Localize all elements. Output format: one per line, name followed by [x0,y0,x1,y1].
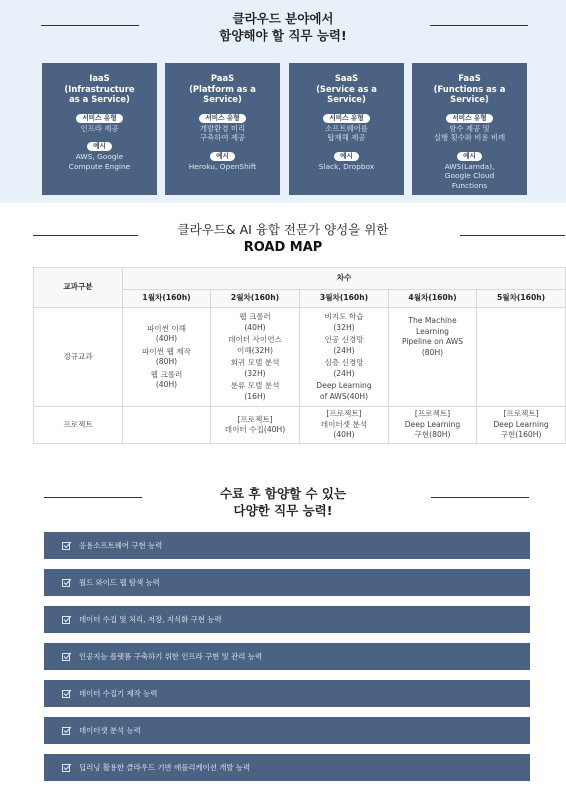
row-label: 정규교과 [34,308,123,407]
example-text: Slack, Dropbox [318,161,375,171]
checkbox-icon [62,578,72,587]
example-badge: 예시 [457,152,482,161]
card-saas [289,63,404,195]
checkbox-icon [62,689,72,698]
card-title: PaaS (Platform as a Service) [189,73,256,104]
course-cell [300,308,389,407]
month-header: 2월차(160h) [211,290,300,308]
course-item: 데이터 사이언스 이해(32H) [228,335,282,355]
course-item: 웹 크롤러 (40H) [150,369,183,389]
example-badge: 예시 [87,142,112,151]
course-item: 분류 모델 분석 (16H) [230,381,280,401]
skill-item [44,569,530,596]
skill-item [44,680,530,707]
example-text: Heroku, OpenShift [188,161,257,171]
roadmap-table [33,267,566,444]
course-item: 웹 크롤러 (40H) [239,312,271,332]
skill-item-label: 데이터셋 분석 능력 [79,726,141,735]
table-row [34,407,566,444]
course-item: 심층 신경망 (24H) [324,358,364,378]
checkbox-icon [62,541,72,550]
card-iaas [42,63,157,195]
project-cell: [프로젝트] Deep Learning 구현(160H) [477,407,566,444]
service-type-text: 함수 제공 및 실행 횟수와 비용 비례 [433,123,506,142]
month-header: 1월차(160h) [123,290,211,308]
course-item: 회귀 모델 분석 (32H) [230,358,280,378]
skill-item-label: 데이터 수집기 제작 능력 [79,689,158,698]
course-cell-empty [477,308,566,407]
card-title: SaaS (Service as a Service) [316,73,377,104]
category-header: 교과구분 [34,268,123,308]
card-title: IaaS (Infrastructure as a Service) [64,73,135,104]
course-item: Deep Learning of AWS(40H) [316,381,372,401]
roadmap-subtitle: 클라우드& AI 융합 전문가 양성을 위한 [177,222,389,237]
roadmap-title: ROAD MAP [243,240,323,255]
month-header: 4월차(160h) [389,290,477,308]
skill-item-label: 응용소프트웨어 구현 능력 [79,541,163,550]
example-text: AWS, Google Compute Engine [68,152,131,171]
month-header: 5월차(160h) [477,290,566,308]
section1-title-line1: 클라우드 분야에서 [232,11,334,26]
service-type-badge: 서비스 유형 [446,114,492,123]
service-cards [42,63,527,195]
round-header: 차수 [123,268,566,290]
table-row [34,308,566,407]
project-cell: [프로젝트] 데이터 수집(40H) [211,407,300,444]
month-header: 3월차(160h) [300,290,389,308]
service-type-badge: 서비스 유형 [323,114,369,123]
section1-title-line2: 함양해야 할 직무 능력! [219,28,347,43]
course-item: 인공 신경망 (24H) [324,335,364,355]
skill-item [44,754,530,781]
skill-item [44,643,530,670]
card-title: FaaS (Functions as a Service) [433,73,506,104]
course-cell [123,308,211,407]
service-type-badge: 서비스 유형 [76,114,122,123]
section3-title-line1: 수료 후 함양할 수 있는 [219,486,347,501]
cloud-skills-section [0,0,566,203]
example-badge: 예시 [334,152,359,161]
checkbox-icon [62,615,72,624]
skill-item-label: 데이터 수집 및 처리, 저장, 지식화 구현 능력 [79,615,222,624]
skill-item-label: 인공지능 플랫폼 구축하기 위한 인프라 구현 및 관리 능력 [79,652,263,661]
card-paas [165,63,280,195]
course-cell [389,308,477,407]
project-cell: [프로젝트] 데이터셋 분석 (40H) [300,407,389,444]
project-cell: [프로젝트] Deep Learning 구현(80H) [389,407,477,444]
course-item: 파이썬 이해 (40H) [146,323,187,343]
service-type-text: 소프트웨어를 탑재해 제공 [325,123,368,142]
checkbox-icon [62,652,72,661]
checkbox-icon [62,726,72,735]
service-type-text: 인프라 제공 [80,123,119,133]
row-label: 프로젝트 [34,407,123,444]
skill-item-label: 월드 와이드 웹 탐색 능력 [79,578,160,587]
section3-title-line2: 다양한 직무 능력! [233,503,333,518]
card-faas [412,63,527,195]
course-item: 비지도 학습 (32H) [324,312,364,332]
service-type-badge: 서비스 유형 [199,114,245,123]
skill-item-label: 딥러닝 활용한 클라우드 기반 애플리케이션 개발 능력 [79,763,251,772]
checkbox-icon [62,763,72,772]
course-cell [211,308,300,407]
course-item: The Machine Learning Pipeline on AWS (80H) [401,316,464,357]
service-type-text: 개발환경 미리 구축하여 제공 [199,123,246,142]
example-text: AWS(Lamda), Google Cloud Functions [444,161,495,190]
course-item: 파이썬 웹 제작 (80H) [142,346,191,366]
skill-item [44,532,530,559]
skill-item [44,606,530,633]
skill-item [44,717,530,744]
example-badge: 예시 [210,152,235,161]
project-cell-empty [123,407,211,444]
